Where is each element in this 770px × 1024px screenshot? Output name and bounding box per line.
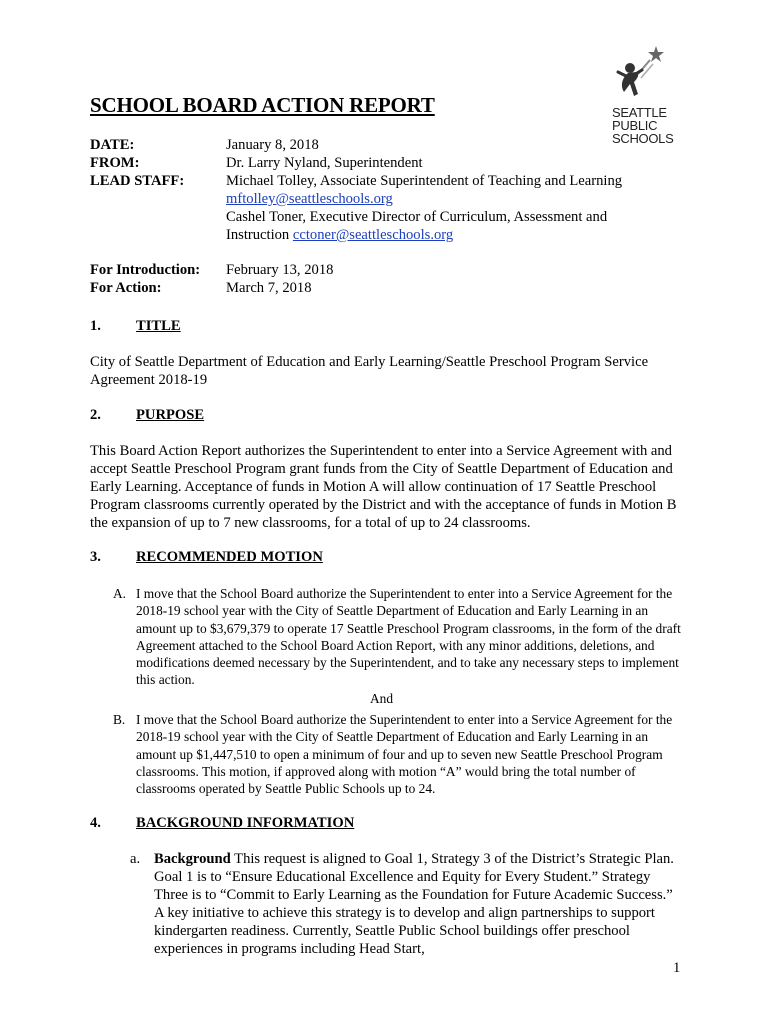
- page-number: 1: [673, 960, 681, 976]
- and-connector: And: [370, 691, 394, 706]
- section-2-title: PURPOSE: [136, 407, 205, 423]
- from-label: FROM:: [90, 155, 140, 171]
- background-item: [130, 850, 680, 958]
- section-3-title: RECOMMENDED MOTION: [136, 549, 323, 565]
- introduction-date: February 13, 2018: [226, 262, 334, 278]
- section-1-number: 1.: [90, 318, 101, 334]
- page-title: SCHOOL BOARD ACTION REPORT: [90, 93, 435, 117]
- motion-b-text: I move that the School Board authorize the Superintendent to enter into a Service Agreement for the 2018-19 school year with the City of Seattle Department of Education and Early Learning in an amount up $1,447,510 to open a minimum of four and up to seven new Seattle Preschool Program classrooms. This motion, if approved along with motion “A” would bring the total number of classrooms operated by Seattle Public Schools up to 24.: [136, 712, 673, 797]
- section-4-title: BACKGROUND INFORMATION: [136, 815, 355, 831]
- motion-a-label: A.: [113, 586, 127, 601]
- section-1-text: City of Seattle Department of Education and Early Learning/Seattle Preschool Program Service Agreement 2018-19: [90, 354, 649, 388]
- date-label: DATE:: [90, 137, 135, 153]
- date-value: January 8, 2018: [226, 137, 319, 153]
- tolley-email-link[interactable]: mftolley@seattleschools.org: [226, 191, 393, 207]
- lead-staff-line2: Cashel Toner, Executive Director of Curriculum, Assessment and: [226, 209, 608, 225]
- logo-line-schools: SCHOOLS: [612, 131, 674, 146]
- background-heading: Background: [154, 851, 231, 867]
- from-value: Dr. Larry Nyland, Superintendent: [226, 155, 423, 171]
- logo-line-public: PUBLIC: [612, 118, 658, 133]
- star-figure-icon: [612, 44, 668, 106]
- action-label: For Action:: [90, 280, 162, 296]
- lead-staff-label: LEAD STAFF:: [90, 173, 185, 189]
- motion-b: [113, 711, 683, 797]
- logo-line-seattle: SEATTLE: [612, 105, 667, 120]
- lead-staff-line1: Michael Tolley, Associate Superintendent of Teaching and Learning: [226, 173, 623, 189]
- motion-b-label: B.: [113, 712, 126, 727]
- background-item-label: a.: [130, 851, 141, 867]
- motion-a-text: I move that the School Board authorize the Superintendent to enter into a Service Agreement for the 2018-19 school year with the City of Seattle Department of Education and Early Learning in an amount up to $3,679,379 to operate 17 Seattle Preschool Program classrooms, in the form of the draft Agreement attached to the School Board Action Report, with any minor additions, deletions, and modifications deemed necessary by the Superintendent, and to take any necessary steps to implement this action.: [136, 586, 681, 688]
- section-2-text: This Board Action Report authorizes the Superintendent to enter into a Service Agreement with and accept Seattle Preschool Program grant funds from the City of Seattle Department of Education and Early Learning. Acceptance of funds in Motion A will allow continuation of 17 Seattle Preschool Program classrooms currently operated by the District and with the acceptance of funds in Motion B the expansion of up to 7 new classrooms, for a total of up to 24 classrooms.: [90, 443, 677, 531]
- motion-a: [113, 585, 683, 689]
- section-2-number: 2.: [90, 407, 101, 423]
- section-3-number: 3.: [90, 549, 101, 565]
- background-text: This request is aligned to Goal 1, Strategy 3 of the District’s Strategic Plan. Goal 1 is to “Ensure Educational Excellence and Equity for Every Student.” Strategy Three is to “Commit to Early Learning as the Foundation for Future Academic Success.” A key initiative to achieve this strategy is to develop and align partnerships to support kindergarten readiness. Currently, Seattle Public School buildings offer preschool experiences in programs including Head Start,: [154, 851, 674, 957]
- logo-wordmark: [612, 105, 674, 146]
- lead-staff-line3: Instruction: [226, 227, 293, 243]
- seattle-public-schools-logo: [612, 44, 674, 146]
- action-date: March 7, 2018: [226, 280, 312, 296]
- section-1-title: TITLE: [136, 318, 181, 334]
- toner-email-link[interactable]: cctoner@seattleschools.org: [292, 227, 454, 243]
- introduction-label: For Introduction:: [90, 262, 201, 278]
- section-4-number: 4.: [90, 815, 101, 831]
